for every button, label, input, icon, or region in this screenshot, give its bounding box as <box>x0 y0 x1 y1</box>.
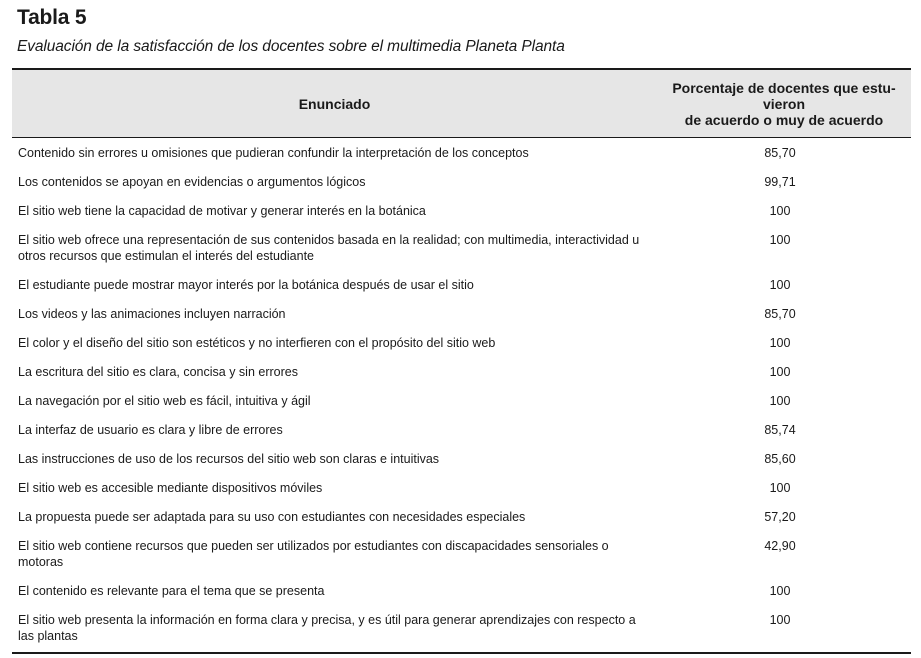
row-percentage: 100 <box>769 336 791 350</box>
row-statement: La interfaz de usuario es clara y libre de errores <box>18 423 283 437</box>
row-percentage: 100 <box>769 204 791 218</box>
table-caption: Evaluación de la satisfacción de los docentes sobre el multimedia Planeta Planta <box>17 38 565 55</box>
table-row <box>12 502 911 531</box>
row-statement: La navegación por el sitio web es fácil, intuitiva y ágil <box>18 394 311 408</box>
row-statement: El contenido es relevante para el tema que se presenta <box>18 584 325 598</box>
header-percentage <box>657 69 911 138</box>
table-body <box>12 138 911 654</box>
table-row <box>12 299 911 328</box>
row-statement: El sitio web es accesible mediante dispositivos móviles <box>18 481 323 495</box>
row-percentage: 100 <box>769 233 791 247</box>
row-statement: El sitio web ofrece una representación de sus contenidos basada en la realidad; con multimedia, interactividad u otros recursos que estimulan el interés del estudiante <box>18 233 640 263</box>
table-row <box>12 444 911 473</box>
row-statement: La escritura del sitio es clara, concisa y sin errores <box>18 365 298 379</box>
table-row <box>12 196 911 225</box>
header-percentage-line3: de acuerdo o muy de acuerdo <box>684 111 884 128</box>
table-row <box>12 138 911 168</box>
table-row <box>12 270 911 299</box>
row-percentage: 100 <box>769 394 791 408</box>
row-percentage: 42,90 <box>764 539 796 553</box>
row-statement: El estudiante puede mostrar mayor interés por la botánica después de usar el sitio <box>18 278 474 292</box>
table-row <box>12 328 911 357</box>
row-statement: Los videos y las animaciones incluyen narración <box>18 307 286 321</box>
row-percentage: 100 <box>769 481 791 495</box>
header-percentage-line2: vieron <box>762 95 805 112</box>
table-row <box>12 605 911 653</box>
row-statement: El sitio web contiene recursos que pueden ser utilizados por estudiantes con discapacidades sensoriales o motoras <box>18 539 609 569</box>
table-row <box>12 473 911 502</box>
header-statement: Enunciado <box>12 69 657 138</box>
row-percentage: 85,70 <box>764 146 796 160</box>
row-statement: Contenido sin errores u omisiones que pudieran confundir la interpretación de los conceptos <box>18 146 529 160</box>
table-row <box>12 357 911 386</box>
table-row <box>12 415 911 444</box>
table-row <box>12 386 911 415</box>
header-percentage-line1: Porcentaje de docentes que estu- <box>672 79 896 96</box>
row-statement: El sitio web presenta la información en forma clara y precisa, y es útil para generar aprendizajes con respecto a las plantas <box>12 605 657 653</box>
table-row <box>12 225 911 270</box>
table-row <box>12 576 911 605</box>
satisfaction-table <box>12 68 911 654</box>
table-row <box>12 167 911 196</box>
row-percentage: 85,70 <box>764 307 796 321</box>
row-statement: Las instrucciones de uso de los recursos del sitio web son claras e intuitivas <box>18 452 440 466</box>
row-percentage: 85,60 <box>764 452 796 466</box>
row-percentage: 100 <box>657 605 911 653</box>
table-label: Tabla 5 <box>17 6 87 29</box>
row-percentage: 99,71 <box>764 175 796 189</box>
row-percentage: 57,20 <box>764 510 796 524</box>
row-percentage: 100 <box>769 584 791 598</box>
row-statement: Los contenidos se apoyan en evidencias o argumentos lógicos <box>18 175 366 189</box>
row-statement: La propuesta puede ser adaptada para su uso con estudiantes con necesidades especiales <box>18 510 526 524</box>
row-percentage: 100 <box>769 278 791 292</box>
table-row <box>12 531 911 576</box>
row-percentage: 100 <box>769 365 791 379</box>
row-statement: El color y el diseño del sitio son estéticos y no interfieren con el propósito del sitio web <box>18 336 496 350</box>
table-header-row <box>12 69 911 138</box>
row-percentage: 85,74 <box>764 423 796 437</box>
row-statement: El sitio web tiene la capacidad de motivar y generar interés en la botánica <box>18 204 426 218</box>
